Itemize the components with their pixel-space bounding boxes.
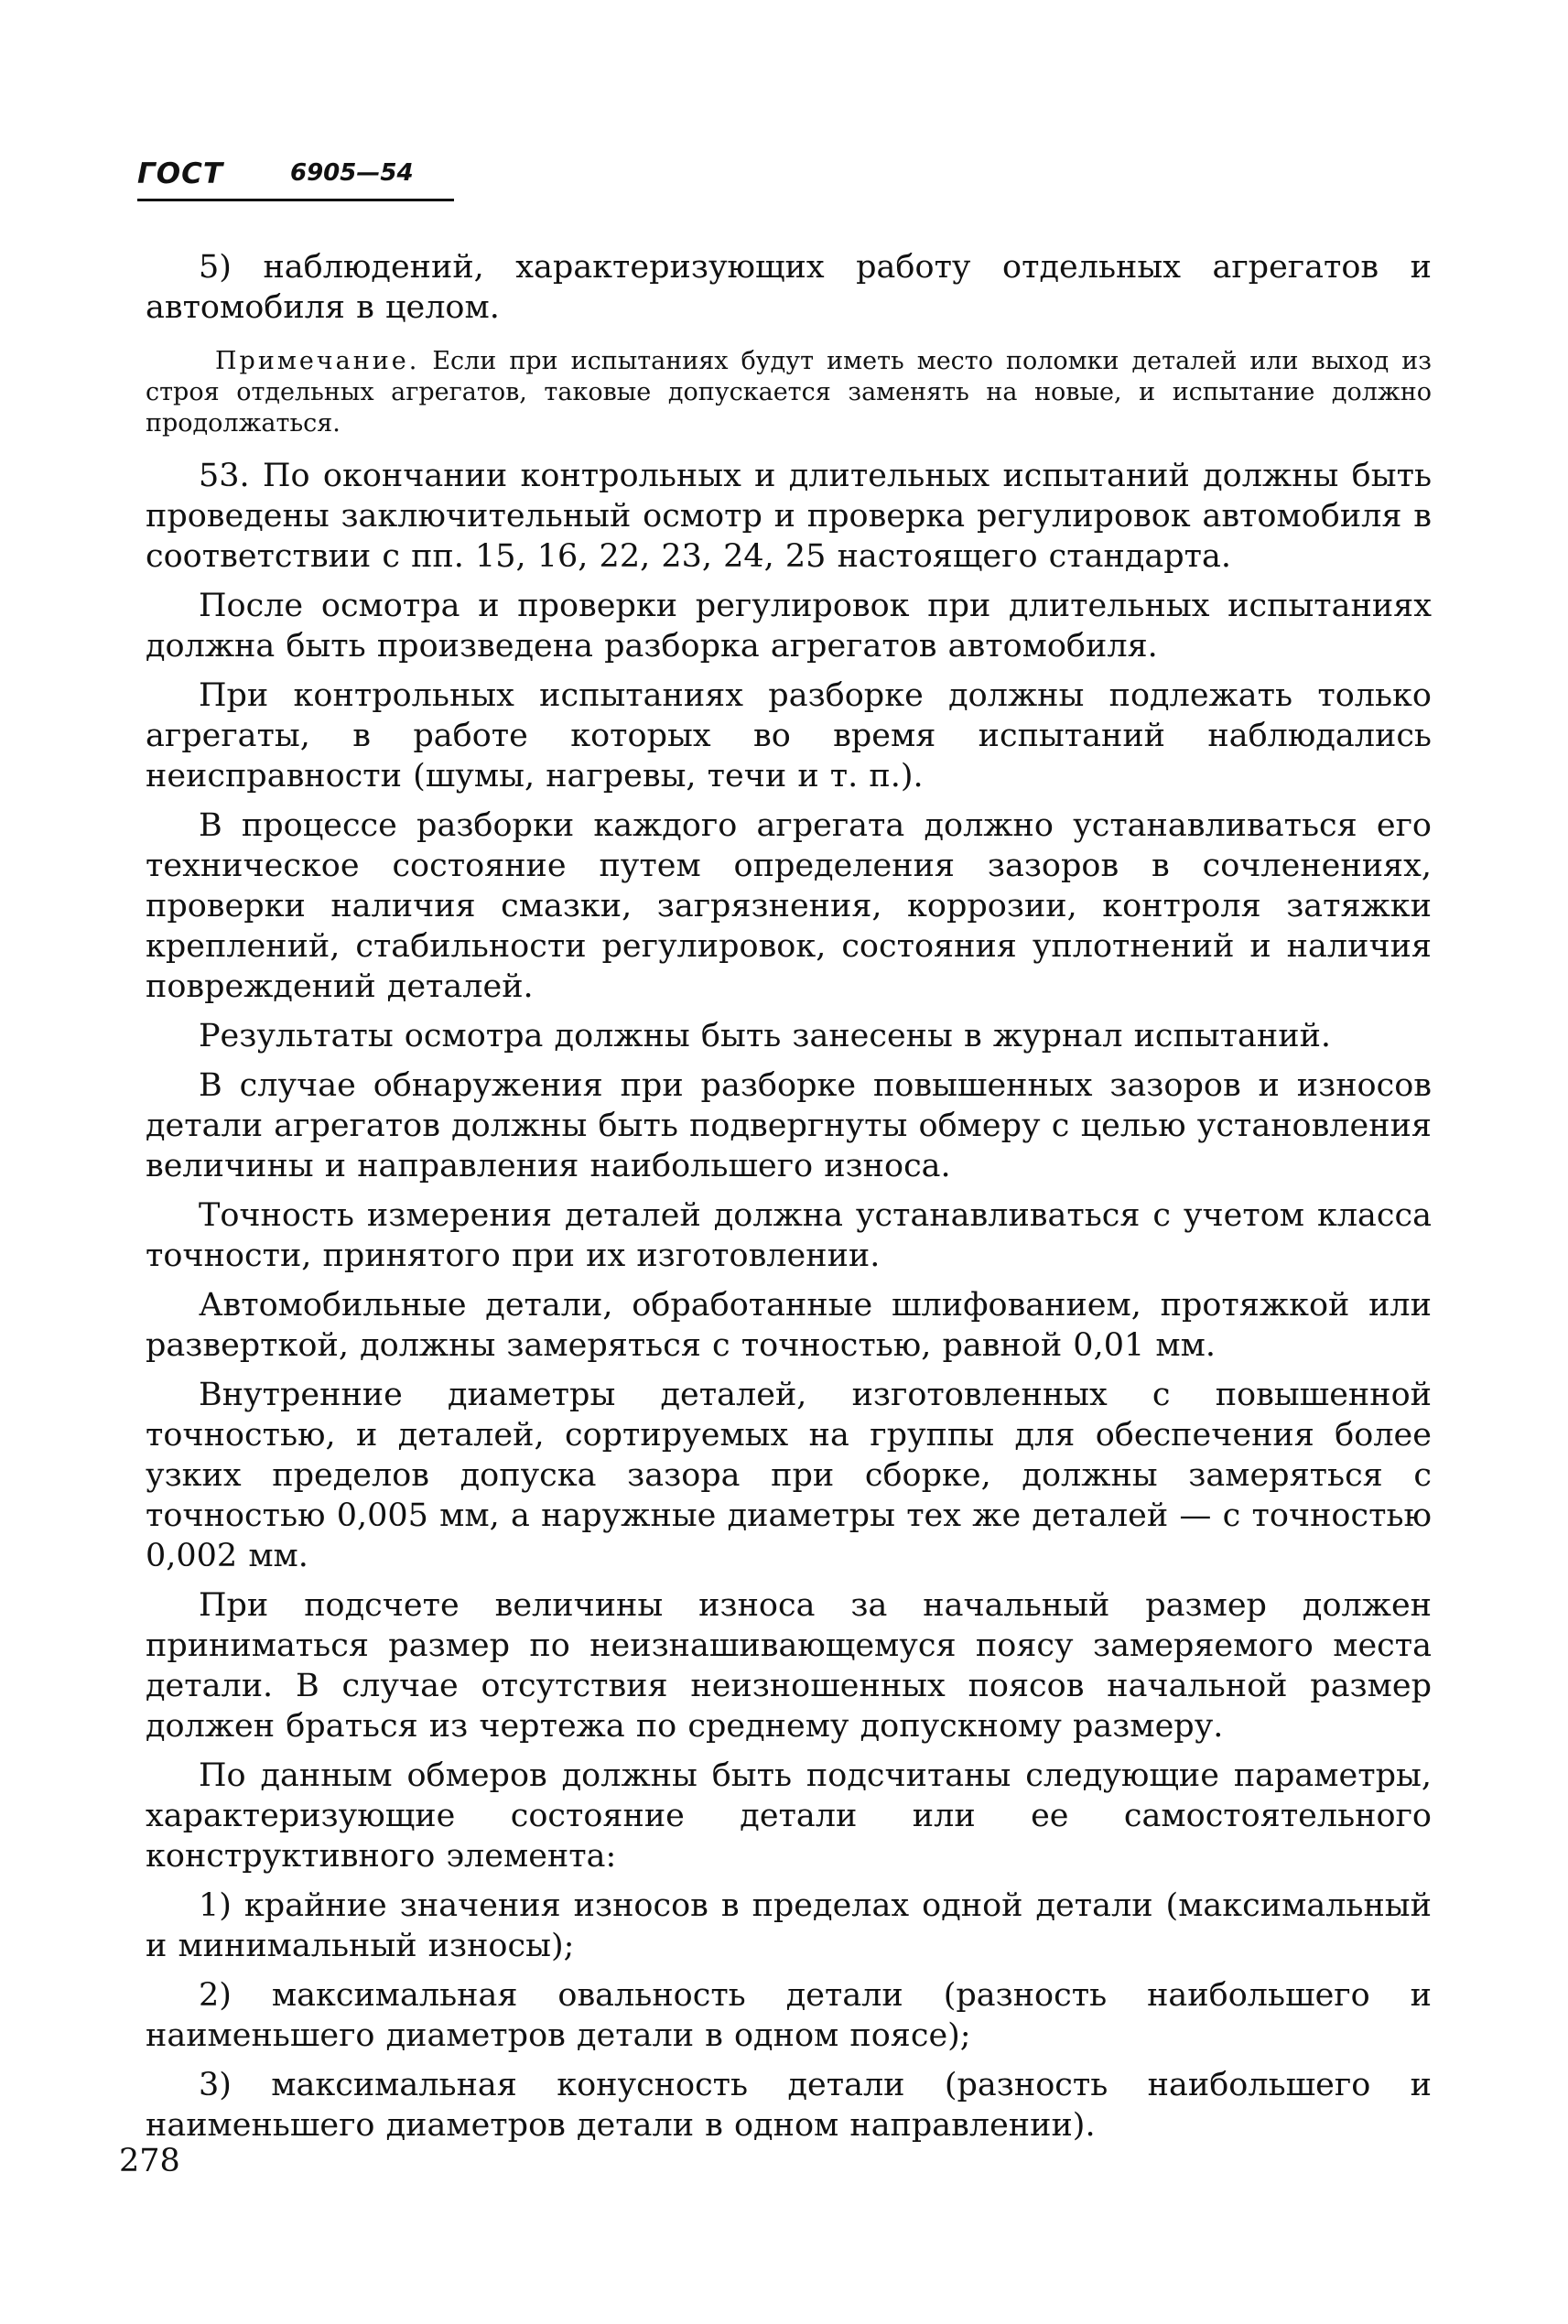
note-block [146,346,1432,439]
list-item-1: 1) крайние значения износов в пределах одной детали (максимальный и минимальный износы); [146,1887,1432,1964]
paragraph-measurement-accuracy: Точность измерения деталей должна устанавливаться с учетом класса точности, принятого при их изготовлении. [146,1197,1432,1274]
document-body [146,247,1432,2146]
paragraph-increased-clearances: В случае обнаружения при разборке повышенных зазоров и износов детали агрегатов должны быть подвергнуты обмеру с целью установления величины и направления наибольшего износа. [146,1067,1432,1184]
list-item-2: 2) максимальная овальность детали (разность наибольшего и наименьшего диаметров детали в одном поясе); [146,1977,1432,2054]
paragraph-53: 53. По окончании контрольных и длительных испытаний должны быть проведены заключительный осмотр и проверка регулировок автомобиля в соответствии с пп. 15, 16, 22, 23, 24, 25 настоящего стандарта. [146,458,1432,575]
paragraph-disassembly-process: В процессе разборки каждого агрегата должно устанавливаться его техническое состояние путем определения зазоров в сочленениях, проверки наличия смазки, загрязнения, коррозии, контроля затяжки креплений, стабильности регулировок, состояния уплотнений и наличия повреждений деталей. [146,807,1432,1005]
note-text: Если при испытаниях будут иметь место поломки деталей или выход из строя отдельных агрегатов, таковые допускается заменять на новые, и испытание должно продолжаться. [146,347,1432,438]
paragraph-after-inspection: После осмотра и проверки регулировок при длительных испытаниях должна быть произведена разборка агрегатов автомобиля. [146,588,1432,665]
header-rule [137,199,454,201]
paragraph-control-tests: При контрольных испытаниях разборке должны подлежать только агрегаты, в работе которых во время испытаний наблюдались неисправности (шумы, нагревы, течи и т. п.). [146,677,1432,794]
paragraph-wear-calculation: При подсчете величины износа за начальный размер должен приниматься размер по неизнашивающемуся поясу замеряемого места детали. В случае отсутствия неизношенных поясов начальной размер должен браться из чертежа по среднему допускному размеру. [146,1587,1432,1745]
list-item-3: 3) максимальная конусность детали (разность наибольшего и наименьшего диаметров детали в одном направлении). [146,2067,1432,2144]
paragraph-measurement-parameters: По данным обмеров должны быть подсчитаны следующие параметры, характеризующие состояние детали или ее самостоятельного конструктивного элемента: [146,1757,1432,1875]
page-number: 278 [119,2143,180,2179]
standard-label: ГОСТ [137,157,224,190]
paragraph-ground-parts: Автомобильные детали, обработанные шлифованием, протяжкой или разверткой, должны замеряться с точностью, равной 0,01 мм. [146,1287,1432,1364]
standard-header [137,154,458,209]
standard-number: 6905—54 [290,159,414,187]
note-label: Примечание. [215,347,420,375]
paragraph-internal-diameters: Внутренние диаметры деталей, изготовленных с повышенной точностью, и деталей, сортируемых на группы для обеспечения более узких пределов допуска зазора при сборке, должны замеряться с точностью 0,005 мм, а наружные диаметры тех же деталей — с точностью 0,002 мм. [146,1377,1432,1574]
paragraph-results-journal: Результаты осмотра должны быть занесены в журнал испытаний. [199,1018,1332,1054]
item-5-text: 5) наблюдений, характеризующих работу отдельных агрегатов и автомобиля в целом. [146,249,1432,326]
